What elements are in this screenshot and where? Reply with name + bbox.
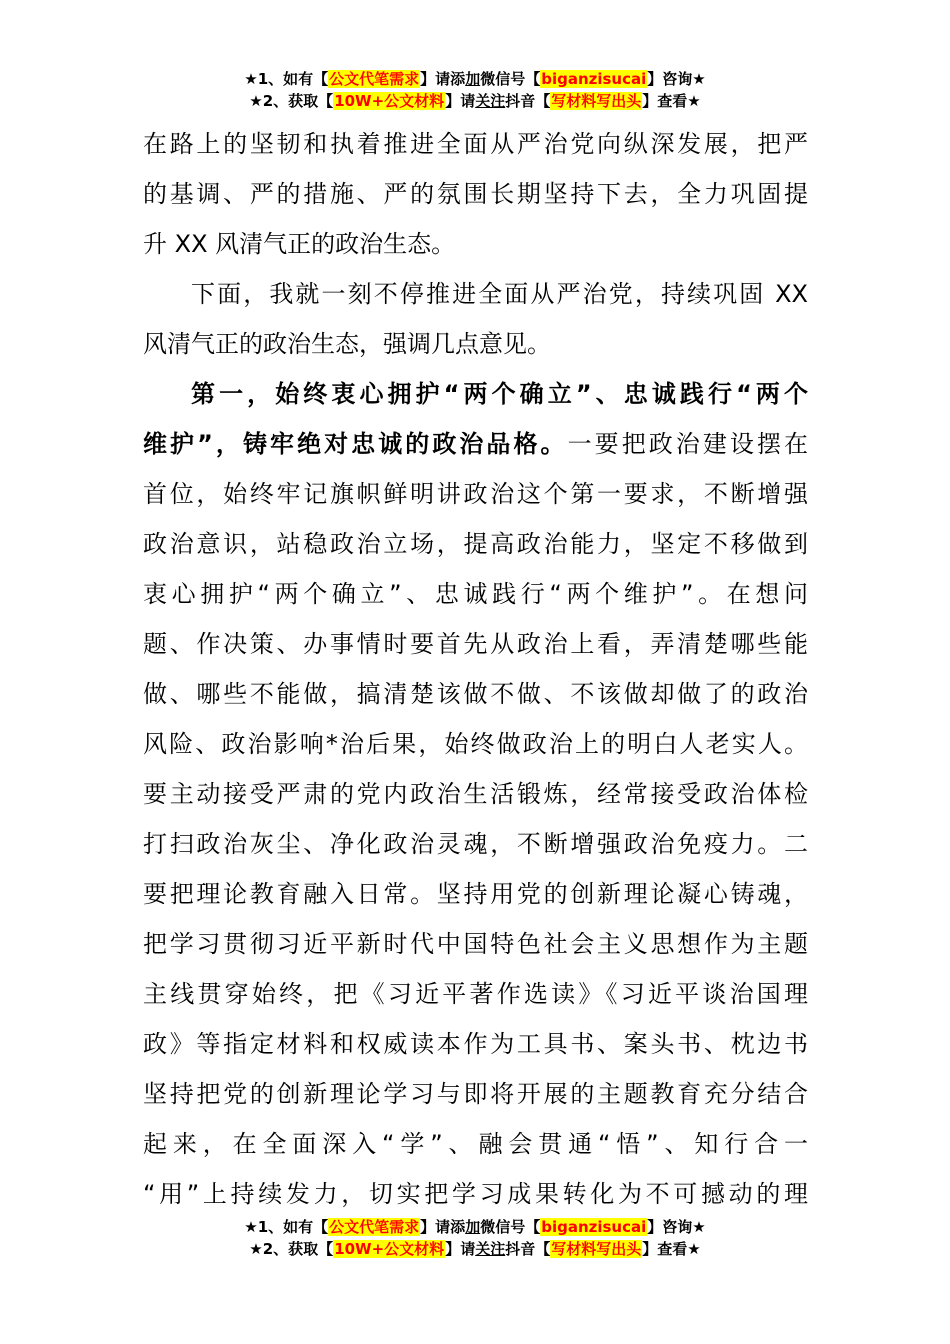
- body-line: 政治意识，站稳政治立场，提高政治能力，坚定不移做到: [143, 530, 808, 558]
- notice-text: 】请: [445, 1240, 476, 1258]
- section-heading-line: [143, 369, 808, 419]
- notice-line-2: [0, 1238, 950, 1260]
- body-line: 政》等指定材料和权威读本作为工具书、案头书、枕边书: [143, 1030, 808, 1058]
- header-notice: [0, 68, 950, 112]
- body-line: 主线贯穿始终，把《习近平著作选读》《习近平谈治国理: [143, 980, 808, 1008]
- body-line: 要把理论教育融入日常。坚持用党的创新理论凝心铸魂，: [143, 880, 808, 908]
- notice-text: 抖音【: [505, 1240, 551, 1258]
- body-line: 的基调、严的措施、严的氛围长期坚持下去，全力巩固提: [143, 180, 808, 208]
- body-line: 风险、政治影响*治后果，始终做政治上的明白人老实人。: [143, 730, 808, 758]
- body-line: 要主动接受严肃的党内政治生活锻炼，经常接受政治体检: [143, 780, 808, 808]
- notice-line-2: [0, 90, 950, 112]
- body-line: 题、作决策、办事情时要首先从政治上看，弄清楚哪些能: [143, 630, 808, 658]
- notice-text: 】请添: [420, 70, 466, 88]
- section-heading: 第一，始终衷心拥护“两个确立”、忠诚践行“两个: [191, 380, 808, 408]
- notice-prefix: ★1、如有【: [244, 1218, 329, 1236]
- notice-suffix: 】咨询★: [647, 70, 706, 88]
- section-heading: 维护”，铸牢绝对忠诚的政治品格。: [143, 430, 568, 458]
- document-body: [143, 119, 808, 1219]
- body-line: 把学习贯彻习近平新时代中国特色社会主义思想作为主题: [143, 930, 808, 958]
- body-line: 升 XX 风清气正的政治生态。: [143, 230, 456, 258]
- notice-text: 微信号【: [480, 1218, 541, 1236]
- body-line: 坚持把党的创新理论学习与即将开展的主题教育充分结合: [143, 1080, 808, 1108]
- body-line: 起来，在全面深入“学”、融会贯通“悟”、知行合一: [143, 1130, 808, 1158]
- notice-underlined-text: 加: [465, 70, 481, 88]
- notice-suffix: 】查看★: [642, 92, 701, 110]
- notice-line-1: [0, 68, 950, 90]
- highlight-service: 公文代笔需求: [329, 1218, 420, 1236]
- notice-text: 微信号【: [480, 70, 541, 88]
- body-text: 一要把政治建设摆在: [567, 430, 808, 458]
- body-line: 打扫政治灰尘、净化政治灵魂，不断增强政治免疫力。二: [143, 830, 808, 858]
- body-line: 风清气正的政治生态，强调几点意见。: [143, 330, 551, 358]
- footer-notice: [0, 1216, 950, 1260]
- body-line: 衷心拥护“两个确立”、忠诚践行“两个维护”。在想问: [143, 580, 808, 608]
- notice-underlined-text: 关注: [475, 92, 506, 110]
- notice-text: 】请添: [420, 1218, 466, 1236]
- body-line: “用”上持续发力，切实把学习成果转化为不可撼动的理: [143, 1180, 808, 1208]
- notice-underlined-text: 关注: [475, 1240, 506, 1258]
- highlight-douyin-name: 写材料写出头: [551, 1240, 642, 1258]
- body-line: 首位，始终牢记旗帜鲜明讲政治这个第一要求，不断增强: [143, 480, 808, 508]
- highlight-wechat-id: biganzisucai: [541, 70, 647, 88]
- highlight-douyin-name: 写材料写出头: [551, 92, 642, 110]
- body-line: 下面，我就一刻不停推进全面从严治党，持续巩固 XX: [191, 280, 808, 308]
- notice-text: 】请: [445, 92, 476, 110]
- notice-underlined-text: 加: [465, 1218, 481, 1236]
- body-line: 在路上的坚韧和执着推进全面从严治党向纵深发展，把严: [143, 130, 808, 158]
- highlight-wechat-id: biganzisucai: [541, 1218, 647, 1236]
- highlight-materials: 10W+公文材料: [334, 1240, 445, 1258]
- notice-prefix: ★2、获取【: [249, 92, 334, 110]
- highlight-service: 公文代笔需求: [329, 70, 420, 88]
- notice-text: 抖音【: [505, 92, 551, 110]
- notice-prefix: ★1、如有【: [244, 70, 329, 88]
- body-line: 做、哪些不能做，搞清楚该做不做、不该做却做了的政治: [143, 680, 808, 708]
- highlight-materials: 10W+公文材料: [334, 92, 445, 110]
- notice-prefix: ★2、获取【: [249, 1240, 334, 1258]
- notice-suffix: 】查看★: [642, 1240, 701, 1258]
- body-line: [143, 419, 808, 469]
- notice-suffix: 】咨询★: [647, 1218, 706, 1236]
- notice-line-1: [0, 1216, 950, 1238]
